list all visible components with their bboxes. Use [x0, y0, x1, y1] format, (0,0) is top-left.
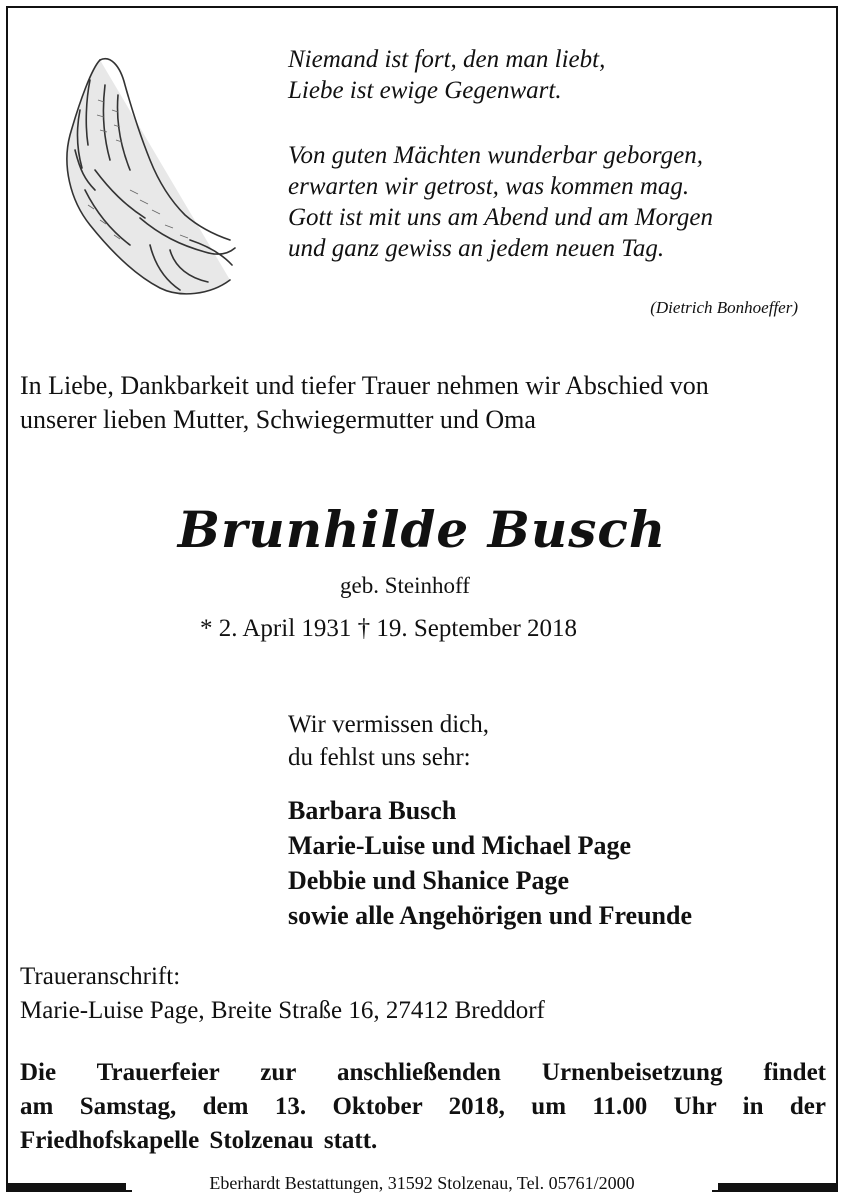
family-list — [288, 793, 692, 933]
address-label: Traueranschrift: — [20, 963, 181, 990]
service-line: Friedhofskapelle Stolzenau statt. — [20, 1127, 378, 1154]
service-line: Die Trauerfeier zur anschließenden Urnenbeisetzung findet — [20, 1059, 826, 1086]
birth-name: geb. Steinhoff — [340, 573, 470, 598]
poem-stanza-1 — [288, 44, 818, 106]
poem-line: erwarten wir getrost, was kommen mag. — [288, 173, 690, 200]
funeral-service-info — [20, 1056, 826, 1158]
life-dates: * 2. April 1931 † 19. September 2018 — [200, 615, 578, 642]
poem-line: Von guten Mächten wunderbar geborgen, — [288, 142, 703, 169]
poem-line: und ganz gewiss an jedem neuen Tag. — [288, 235, 665, 262]
miss-text — [288, 708, 489, 774]
poem-stanza-2 — [288, 140, 818, 264]
miss-line: du fehlst uns sehr: — [288, 744, 471, 771]
deceased-name: Brunhilde Busch — [177, 500, 667, 559]
funeral-home-footer: Eberhardt Bestattungen, 31592 Stolzenau, Tel. 05761/2000 — [132, 1173, 712, 1194]
service-line: am Samstag, dem 13. Oktober 2018, um 11.00 Uhr in der — [20, 1093, 826, 1120]
family-member: Marie-Luise und Michael Page — [288, 831, 632, 860]
intro-line: unserer lieben Mutter, Schwiegermutter und Oma — [20, 405, 536, 434]
praying-hands-icon — [40, 40, 240, 305]
family-member: sowie alle Angehörigen und Freunde — [288, 901, 693, 930]
mourning-address — [20, 960, 545, 1028]
address-line: Marie-Luise Page, Breite Straße 16, 27412 Breddorf — [20, 997, 545, 1024]
intro-line: In Liebe, Dankbarkeit und tiefer Trauer nehmen wir Abschied von — [20, 371, 709, 400]
footer-bar-left — [6, 1183, 126, 1190]
poem-line: Niemand ist fort, den man liebt, — [288, 46, 606, 73]
footer-bar-right — [718, 1183, 836, 1190]
poem-line: Gott ist mit uns am Abend und am Morgen — [288, 204, 713, 231]
poem-line: Liebe ist ewige Gegenwart. — [288, 77, 562, 104]
intro-text — [20, 369, 830, 437]
poem — [288, 44, 818, 317]
family-member: Barbara Busch — [288, 796, 457, 825]
miss-line: Wir vermissen dich, — [288, 711, 490, 738]
poem-author: (Dietrich Bonhoeffer) — [650, 298, 798, 317]
family-member: Debbie und Shanice Page — [288, 866, 569, 895]
